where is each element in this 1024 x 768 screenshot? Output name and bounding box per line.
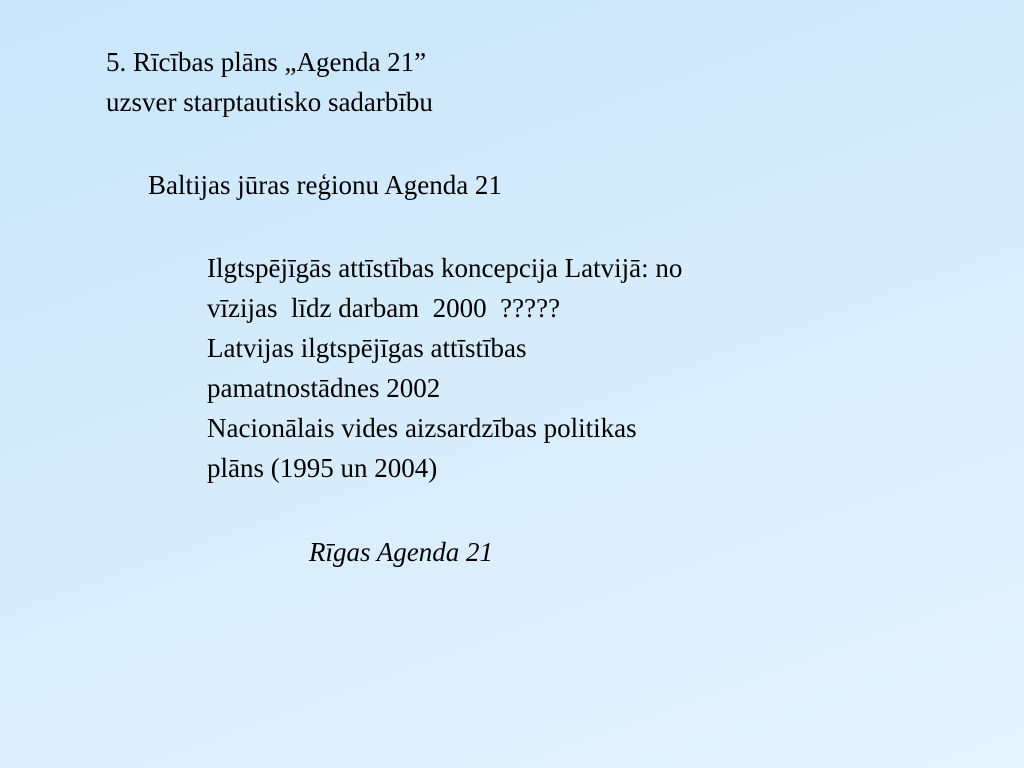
national-line-4: pamatnostādnes 2002 xyxy=(207,373,441,403)
heading-line-2: uzsver starptautisko sadarbību xyxy=(106,87,433,117)
local-agenda xyxy=(309,532,493,572)
national-documents xyxy=(207,248,682,488)
national-line-6: plāns (1995 un 2004) xyxy=(207,453,438,483)
national-line-5: Nacionālais vides aizsardzības politikas xyxy=(207,413,637,443)
regional-agenda xyxy=(148,165,502,205)
regional-agenda-text: Baltijas jūras reģionu Agenda 21 xyxy=(148,170,502,200)
national-line-1: Ilgtspējīgās attīstības koncepcija Latvijā: no xyxy=(207,253,683,283)
slide-heading xyxy=(106,42,433,122)
heading-line-1: 5. Rīcības plāns „Agenda 21” xyxy=(106,47,427,77)
national-line-2: vīzijas līdz darbam 2000 ????? xyxy=(207,293,561,323)
local-agenda-text: Rīgas Agenda 21 xyxy=(309,537,493,567)
national-line-3: Latvijas ilgtspējīgas attīstības xyxy=(207,333,527,363)
